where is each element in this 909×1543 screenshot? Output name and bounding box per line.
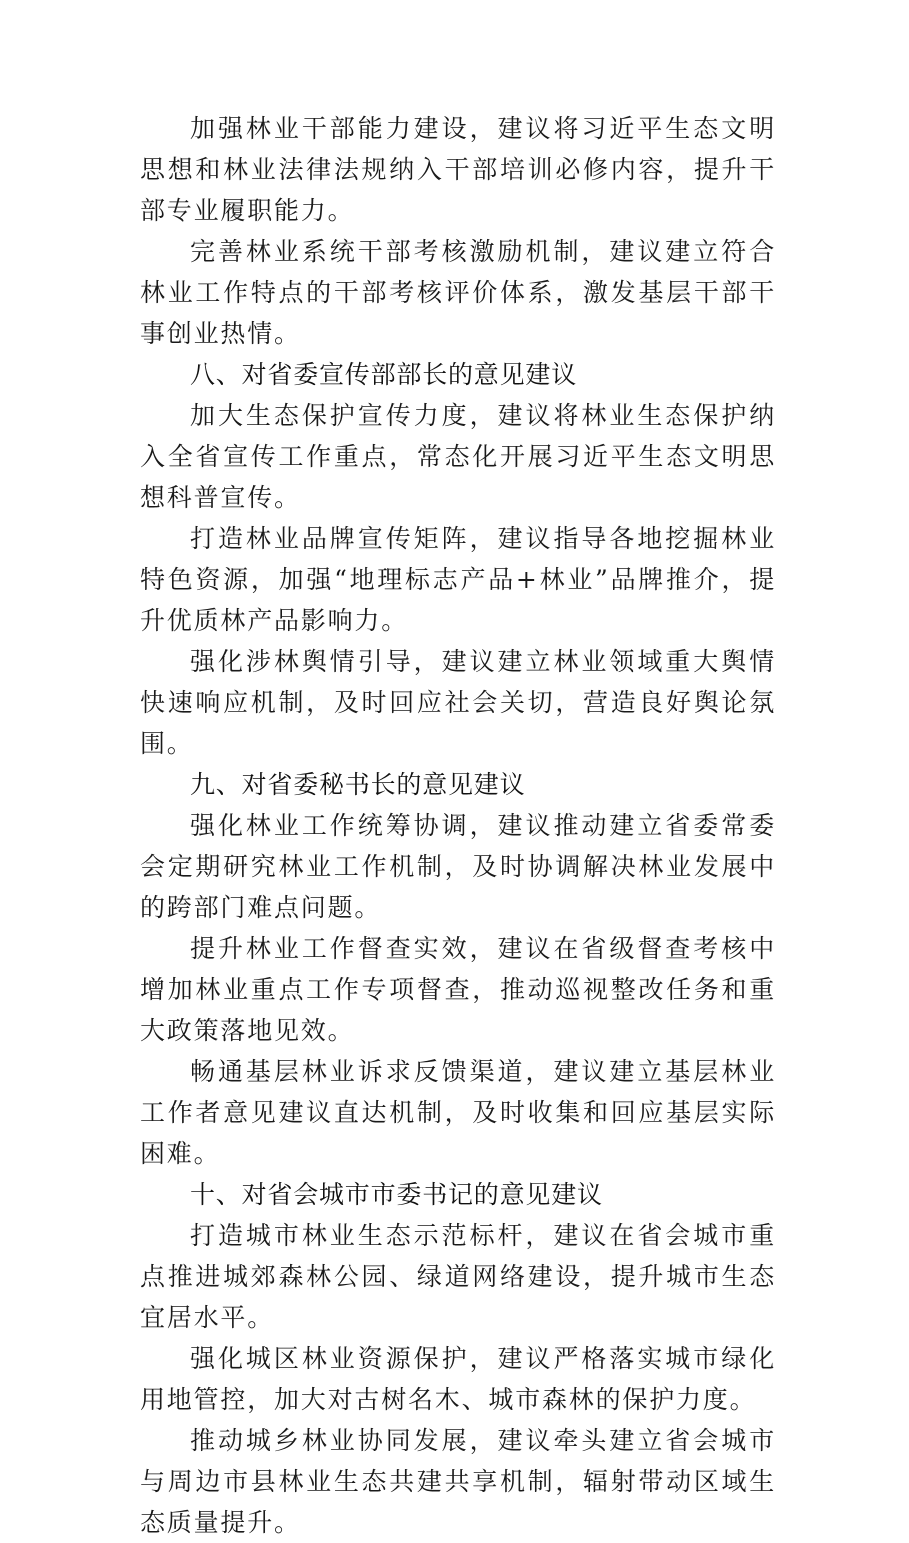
paragraph-urban-rural: 推动城乡林业协同发展，建议牵头建立省会城市与周边市县林业生态共建共享机制，辐射带动区域生态质量提升。 bbox=[140, 1426, 776, 1537]
paragraph-eco-publicity: 加大生态保护宣传力度，建议将林业生态保护纳入全省宣传工作重点，常态化开展习近平生态文明思想科普宣传。 bbox=[140, 401, 776, 512]
paragraph-cadre-capacity: 加强林业干部能力建设，建议将习近平生态文明思想和林业法律法规纳入干部培训必修内容，提升干部专业履职能力。 bbox=[140, 114, 776, 225]
section-heading-8: 八、对省委宣传部部长的意见建议 bbox=[190, 360, 578, 389]
paragraph-feedback-channel: 畅通基层林业诉求反馈渠道，建议建立基层林业工作者意见建议直达机制，及时收集和回应基层实际困难。 bbox=[140, 1057, 776, 1168]
paragraph-forestry-brand: 打造林业品牌宣传矩阵，建议指导各地挖掘林业特色资源，加强“地理标志产品+林业”品牌推介，提升优质林产品影响力。 bbox=[140, 524, 776, 635]
document-body bbox=[140, 108, 776, 1543]
paragraph-public-opinion: 强化涉林舆情引导，建议建立林业领域重大舆情快速响应机制，及时回应社会关切，营造良好舆论氛围。 bbox=[140, 647, 776, 758]
section-heading-10: 十、对省会城市市委书记的意见建议 bbox=[190, 1180, 603, 1209]
section-heading-9: 九、对省委秘书长的意见建议 bbox=[190, 770, 526, 799]
paragraph-urban-protection: 强化城区林业资源保护，建议严格落实城市绿化用地管控，加大对古树名木、城市森林的保护力度。 bbox=[140, 1344, 776, 1414]
paragraph-cadre-assessment: 完善林业系统干部考核激励机制，建议建立符合林业工作特点的干部考核评价体系，激发基层干部干事创业热情。 bbox=[140, 237, 776, 348]
paragraph-urban-demo: 打造城市林业生态示范标杆，建议在省会城市重点推进城郊森林公园、绿道网络建设，提升城市生态宜居水平。 bbox=[140, 1221, 776, 1332]
paragraph-coordination: 强化林业工作统筹协调，建议推动建立省委常委会定期研究林业工作机制，及时协调解决林业发展中的跨部门难点问题。 bbox=[140, 811, 776, 922]
paragraph-supervision: 提升林业工作督查实效，建议在省级督查考核中增加林业重点工作专项督查，推动巡视整改任务和重大政策落地见效。 bbox=[140, 934, 776, 1045]
